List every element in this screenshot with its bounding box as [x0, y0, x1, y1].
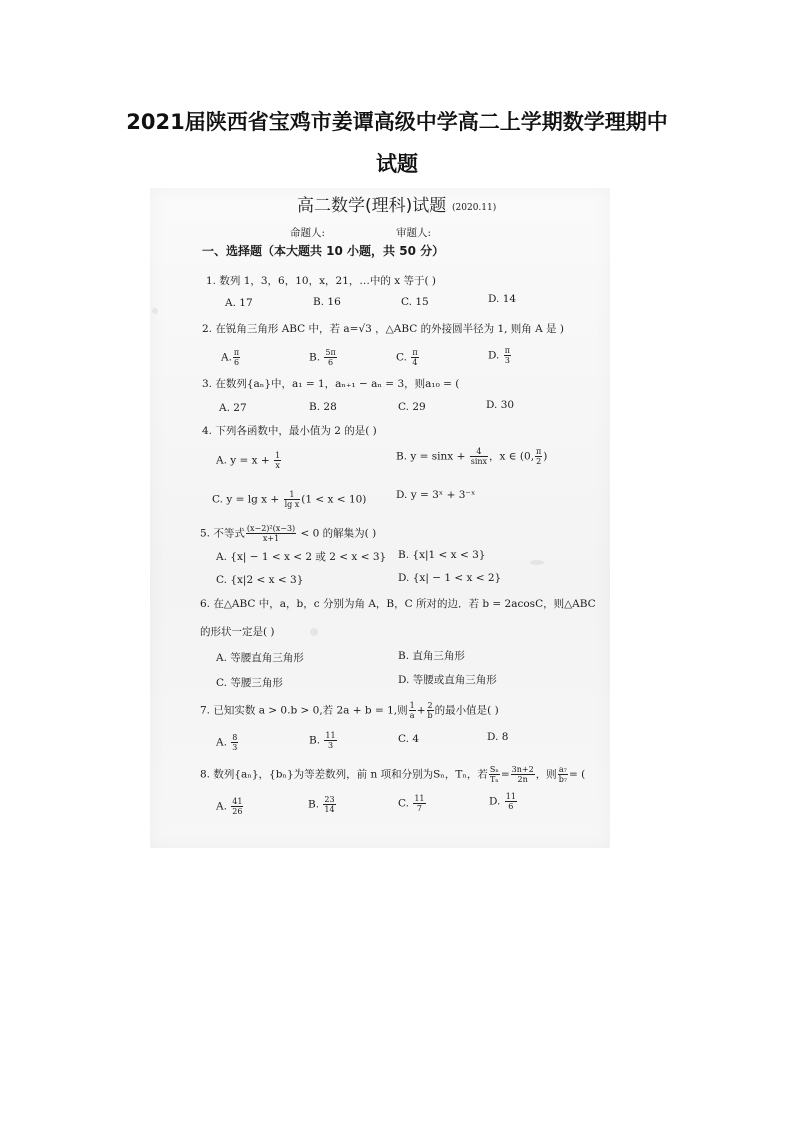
fraction: $\frac{11}{3}$	[325, 731, 336, 750]
scan-speck	[310, 628, 318, 636]
question-7-stem: 7. 已知实数 a > 0.b > 0,若 2a + b = 1,则 $\frac{1}{a}$ + $\frac{2}{b}$ 的最小值是( )	[200, 701, 499, 720]
question-7-option-d: D. 8	[487, 731, 509, 743]
question-3-option-b: B. 28	[309, 401, 337, 413]
question-1-option-b: B. 16	[313, 296, 341, 308]
fraction: $\frac{41}{26}$	[232, 797, 243, 816]
question-6-option-d: D. 等腰或直角三角形	[398, 674, 497, 686]
question-6-stem: 6. 在△ABC 中，a，b，c 分别为角 A，B，C 所对的边．若 b = 2acosC，则△ABC	[200, 598, 596, 610]
option-label: A.	[221, 351, 232, 364]
question-1-option-d: D. 14	[488, 293, 517, 305]
question-7-option-c: C. 4	[398, 733, 420, 745]
scan-speck	[152, 308, 158, 314]
fraction: $\frac{1}{x}$	[275, 451, 281, 470]
question-4-option-a: A. y = x + $\frac{1}{x}$	[216, 451, 281, 470]
question-6-stem-continued: 的形状一定是( )	[200, 626, 275, 638]
question-1-option-c: C. 15	[401, 296, 429, 308]
question-7-option-a: A. $\frac{8}{3}$	[216, 733, 238, 752]
question-2-option-b	[309, 348, 338, 367]
option-label: B.	[309, 351, 321, 364]
question-8-option-b: B. $\frac{23}{14}$	[308, 795, 335, 814]
question-3-option-a: A. 27	[219, 402, 247, 414]
question-5-stem: 5. 不等式 $\frac{\text{(x−2)²(x−3)}}{x+1}$ < 0 的解集为( )	[200, 524, 377, 543]
fraction: $\frac{\pi}{4}$	[412, 348, 418, 367]
question-3-option-c: C. 29	[398, 401, 426, 413]
question-5-option-a: A. {x| − 1 < x < 2 或 2 < x < 3}	[216, 551, 387, 563]
question-8-option-c: C. $\frac{11}{7}$	[398, 794, 425, 813]
exam-title: 高二数学(理科)试题	[297, 196, 447, 216]
question-4-stem: 4. 下列各函数中，最小值为 2 的是( )	[202, 425, 377, 437]
fraction: $\frac{5\pi}{6}$	[325, 348, 336, 367]
question-2-stem: 2. 在锐角三角形 ABC 中，若 a=√3 ，△ABC 的外接圆半径为 1, 则角 A 是 )	[202, 323, 564, 335]
fraction: $\frac{\pi}{3}$	[504, 346, 510, 365]
exam-date: (2020.11)	[452, 203, 497, 213]
question-4-option-d: D. y = 3ˣ + 3⁻ˣ	[396, 489, 476, 501]
fraction: $\frac{23}{14}$	[324, 795, 335, 814]
document-title-line1: 2021届陕西省宝鸡市姜谭高级中学高二上学期数学理期中	[126, 110, 668, 134]
question-2-option-c	[396, 348, 420, 367]
fraction: $\frac{\pi}{2}$	[536, 447, 542, 466]
question-1-option-a: A. 17	[225, 297, 253, 309]
fraction: $\frac{11}{6}$	[505, 792, 516, 811]
scan-speck	[530, 560, 544, 565]
question-6-option-a: A. 等腰直角三角形	[216, 652, 304, 664]
setter-label: 命题人:	[290, 227, 326, 239]
fraction: $\frac{\text{Sₙ}}{\text{Tₙ}}$	[489, 765, 499, 784]
question-1-stem: 1. 数列 1，3，6，10，x，21，…中的 x 等于( )	[206, 275, 437, 287]
fraction: $\frac{2}{b}$	[427, 701, 433, 720]
question-5-option-d: D. {x| − 1 < x < 2}	[398, 572, 502, 584]
option-label: C.	[396, 351, 407, 364]
question-5-option-c: C. {x|2 < x < 3}	[216, 574, 304, 586]
question-8-stem: 8. 数列{aₙ}，{bₙ}为等差数列，前 n 项和分别为Sₙ，Tₙ，若 $\frac{\text{Sₙ}}{\text{Tₙ}}$ = $\frac{3n+2}{2n}$ ，则 $\frac{\text{a₇}}{\text{b₇}}$ = (	[200, 765, 586, 784]
fraction: $\frac{1}{a}$	[409, 701, 415, 720]
question-2-option-a	[221, 348, 241, 367]
question-4-option-b: B. y = sinx + $\frac{4}{\sin x}$ ，x ∈ (0, $\frac{\pi}{2}$ )	[396, 447, 548, 466]
question-7-option-b: B. $\frac{11}{3}$	[309, 731, 336, 750]
question-2-option-d	[488, 346, 512, 365]
question-3-option-d: D. 30	[486, 399, 515, 411]
document-title-line2: 试题	[376, 152, 418, 176]
fraction: $\frac{3n+2}{2n}$	[511, 765, 534, 784]
fraction: $\frac{4}{\sin x}$	[470, 447, 488, 466]
question-6-option-c: C. 等腰三角形	[216, 677, 283, 689]
question-4-option-c: C. y = lg x + $\frac{1}{\text{lg x}}$ (1 < x < 10)	[212, 490, 367, 509]
fraction: $\frac{\text{(x−2)²(x−3)}}{x+1}$	[246, 524, 296, 543]
question-5-option-b: B. {x|1 < x < 3}	[398, 549, 486, 561]
question-6-option-b: B. 直角三角形	[398, 650, 465, 662]
option-label: D.	[488, 349, 500, 362]
question-3-stem: 3. 在数列{aₙ}中，a₁ = 1，aₙ₊₁ − aₙ = 3，则a₁₀ = (	[202, 378, 460, 390]
fraction: $\frac{11}{7}$	[414, 794, 425, 813]
fraction: $\frac{1}{\text{lg x}}$	[284, 490, 300, 509]
question-8-option-d: D. $\frac{11}{6}$	[489, 792, 516, 811]
section-heading: 一、选择题（本大题共 10 小题，共 50 分）	[202, 244, 445, 258]
scanned-exam-image	[150, 188, 610, 848]
question-8-option-a: A. $\frac{41}{26}$	[216, 797, 243, 816]
reviewer-label: 审题人:	[396, 227, 432, 239]
fraction: $\frac{\pi}{6}$	[233, 348, 240, 367]
fraction: $\frac{\text{a₇}}{\text{b₇}}$	[558, 765, 568, 784]
fraction: $\frac{8}{3}$	[232, 733, 238, 752]
